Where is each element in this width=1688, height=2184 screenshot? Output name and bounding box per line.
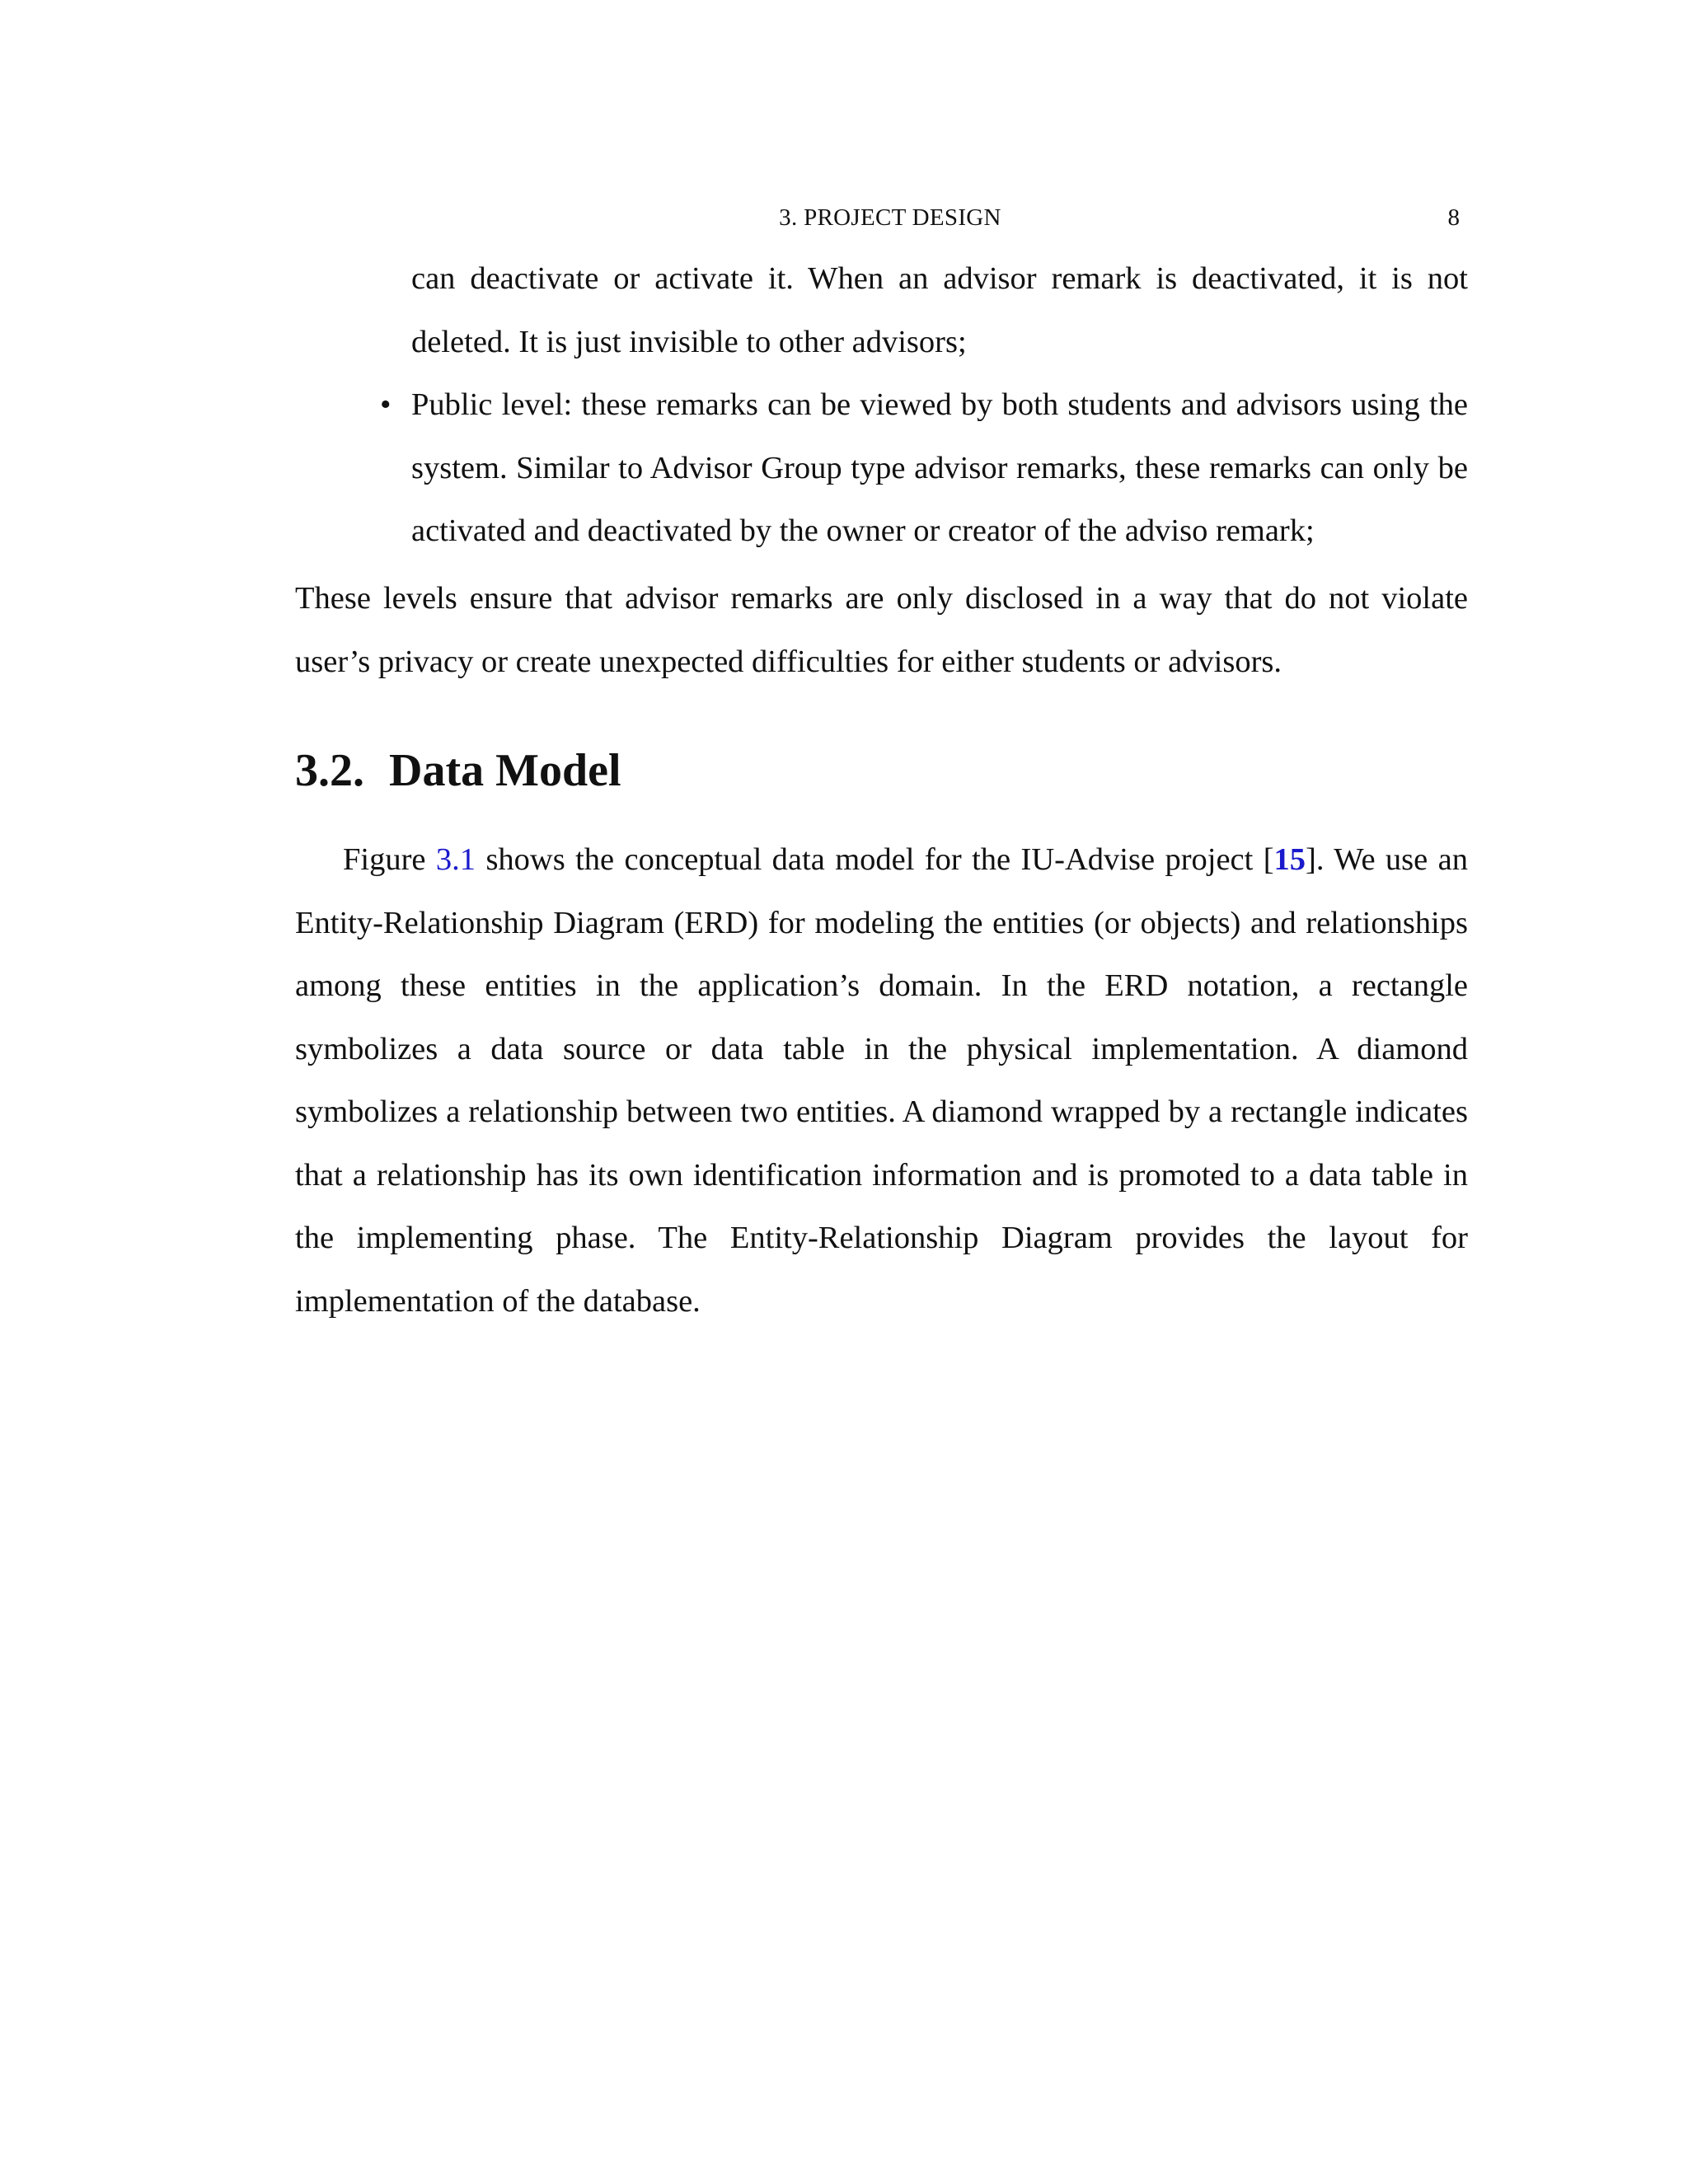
figure-reference-link[interactable]: 3.1 — [435, 842, 476, 877]
data-model-paragraph — [295, 828, 1468, 1333]
bullet-item-text: Public level: these remarks can be viewed by both students and advisors using the system. Similar to Advisor Group type advisor remarks, these remarks can only be activated and deactivated by the owner or creator of the adviso remark; — [411, 387, 1468, 548]
paragraph-rest-text: ]. We use an Entity-Relationship Diagram (ERD) for modeling the entities (or objects) and relationships among these entities in the application’s domain. In the ERD notation, a rectangle symbolizes a data source or data table in the physical implementation. A diamond symbolizes a relationship between two entities. A diamond wrapped by a rectangle indicates that a relationship has its own identification information and is promoted to a data table in the implementing phase. The Entity-Relationship Diagram provides the layout for implementation of the database. — [295, 842, 1468, 1319]
continued-bullet-text: can deactivate or activate it. When an advisor remark is deactivated, it is not deleted. It is just invisible to other advisors; — [411, 261, 1468, 359]
paragraph-lead-text: Figure — [343, 842, 436, 877]
closing-paragraph: These levels ensure that advisor remarks are only disclosed in a way that do not violate user’s privacy or create unexpected difficulties for either students or advisors. — [295, 581, 1468, 679]
running-header — [0, 201, 1688, 234]
section-title: Data Model — [389, 745, 621, 796]
citation-link[interactable]: 15 — [1273, 842, 1306, 877]
closing-paragraph-block — [295, 567, 1468, 693]
section-number: 3.2. — [295, 745, 364, 796]
paragraph-middle-text: shows the conceptual data model for the IU-Advise project [ — [476, 842, 1274, 877]
bullet-list-continuation — [380, 247, 1468, 563]
page-number: 8 — [1447, 204, 1460, 231]
section-heading — [295, 738, 621, 804]
bullet-marker: • — [380, 387, 392, 422]
bullet-item-public-level — [380, 373, 1468, 563]
running-header-chapter-title: 3. PROJECT DESIGN — [779, 204, 1001, 231]
data-model-paragraph-block — [295, 828, 1468, 1333]
